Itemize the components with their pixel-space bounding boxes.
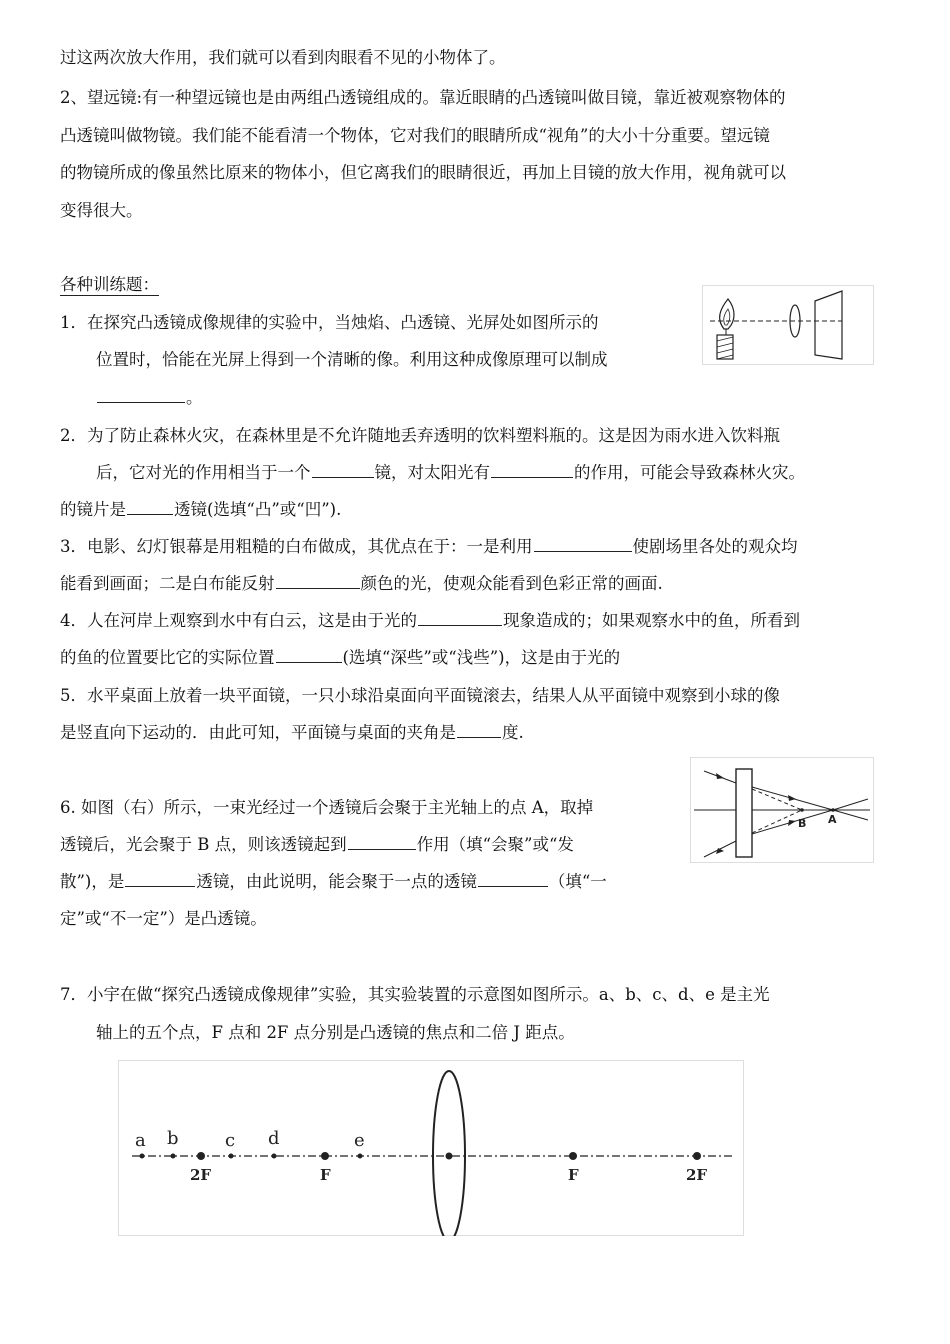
q4-blank-1[interactable] <box>418 609 502 626</box>
q3-blank-2[interactable] <box>276 572 360 589</box>
label-e: e <box>354 1130 365 1151</box>
q1-line-1: 1．在探究凸透镜成像规律的实验中，当烛焰、凸透镜、光屏处如图所示的 <box>60 313 599 332</box>
telescope-line-2: 凸透镜叫做物镜。我们能不能看清一个物体，它对我们的眼睛所成“视角”的大小十分重要。望远镜 <box>60 126 770 145</box>
q2-blank-3[interactable] <box>127 498 173 515</box>
point-c <box>229 1154 234 1159</box>
q2-blank-2[interactable] <box>491 461 573 478</box>
q2-line-3: 的镜片是 透镜(选填“凸”或“凹”). <box>60 500 342 519</box>
q7-line-1: 7．小宇在做“探究凸透镜成像规律”实验，其实验装置的示意图如图所示。a、b、c、d、e 是主光 <box>60 985 770 1004</box>
telescope-line-4: 变得很大。 <box>60 201 143 220</box>
point-a-label: A <box>828 813 837 826</box>
q1-line-3: 。 <box>96 386 203 410</box>
q4-line-1: 4．人在河岸上观察到水中有白云，这是由于光的 现象造成的；如果观察水中的鱼，所看到 <box>60 611 800 630</box>
q6-line-4: 定”或“不一定”）是凸透镜。 <box>60 909 267 928</box>
point-f-right <box>569 1152 577 1160</box>
q4-line-2: 的鱼的位置要比它的实际位置 (选填“深些”或“浅些”)，这是由于光的 <box>60 648 621 667</box>
q1-line-2: 位置时，恰能在光屏上得到一个清晰的像。利用这种成像原理可以制成 <box>96 350 608 369</box>
q6-figure <box>690 757 874 863</box>
q6-line-1: 6. 如图（右）所示，一束光经过一个透镜后会聚于主光轴上的点 A，取掉 <box>60 798 594 817</box>
q7-figure <box>118 1060 744 1236</box>
q7-line-2: 轴上的五个点，F 点和 2F 点分别是凸透镜的焦点和二倍 J 距点。 <box>96 1023 575 1042</box>
q3-blank-1[interactable] <box>534 535 632 552</box>
q6-blank-2[interactable] <box>125 870 195 887</box>
label-f-right: F <box>568 1166 579 1184</box>
intro-line-1: 过这两次放大作用，我们就可以看到肉眼看不见的小物体了。 <box>60 48 506 67</box>
point-b <box>171 1154 176 1159</box>
point-a <box>140 1154 145 1159</box>
q6-line-3: 散”)，是 透镜，由此说明，能会聚于一点的透镜 （填“一 <box>60 872 607 891</box>
q2-blank-1[interactable] <box>312 461 374 478</box>
label-2f-left: 2F <box>190 1166 212 1184</box>
q6-blank-3[interactable] <box>478 870 548 887</box>
q6-line-2: 透镜后，光会聚于 B 点，则该透镜起到 作用（填“会聚”或“发 <box>60 835 574 854</box>
q2-line-2: 后，它对光的作用相当于一个 镜，对太阳光有 的作用，可能会导致森林火灾。 <box>96 463 805 482</box>
point-b-label: B <box>798 817 807 830</box>
label-b: b <box>167 1128 179 1149</box>
q4-blank-2[interactable] <box>276 646 342 663</box>
optical-center <box>446 1153 453 1160</box>
label-2f-right: 2F <box>686 1166 708 1184</box>
label-f-left: F <box>320 1166 331 1184</box>
point-2f-right <box>693 1152 701 1160</box>
q1-figure <box>702 285 874 365</box>
label-a: a <box>135 1130 146 1151</box>
label-d: d <box>268 1128 280 1149</box>
point-2f-left <box>197 1152 205 1160</box>
point-f-left <box>321 1152 329 1160</box>
telescope-line-1: 2、望远镜:有一种望远镜也是由两组凸透镜组成的。靠近眼睛的凸透镜叫做目镜，靠近被观察物体的 <box>60 88 786 107</box>
label-c: c <box>225 1130 236 1151</box>
q6-blank-1[interactable] <box>348 833 416 850</box>
q3-line-2: 能看到画面；二是白布能反射 颜色的光，使观众能看到色彩正常的画面. <box>60 574 663 593</box>
q3-line-1: 3．电影、幻灯银幕是用粗糙的白布做成，其优点在于：一是利用 使剧场里各处的观众均 <box>60 537 798 556</box>
point-d <box>272 1154 277 1159</box>
q1-answer-blank[interactable] <box>97 386 185 403</box>
telescope-line-3: 的物镜所成的像虽然比原来的物体小，但它离我们的眼睛很近，再加上目镜的放大作用，视角就可以 <box>60 163 786 182</box>
q5-blank[interactable] <box>457 721 501 738</box>
point-e <box>358 1154 363 1159</box>
q2-line-1: 2．为了防止森林火灾，在森林里是不允许随地丢弃透明的饮料塑料瓶的。这是因为雨水进入饮料瓶 <box>60 426 780 445</box>
section-title: 各种训练题： <box>60 275 159 294</box>
q5-line-2: 是竖直向下运动的．由此可知，平面镜与桌面的夹角是 度. <box>60 723 524 742</box>
q5-line-1: 5．水平桌面上放着一块平面镜，一只小球沿桌面向平面镜滚去，结果人从平面镜中观察到小球的像 <box>60 686 780 705</box>
lens-icon <box>736 769 752 857</box>
